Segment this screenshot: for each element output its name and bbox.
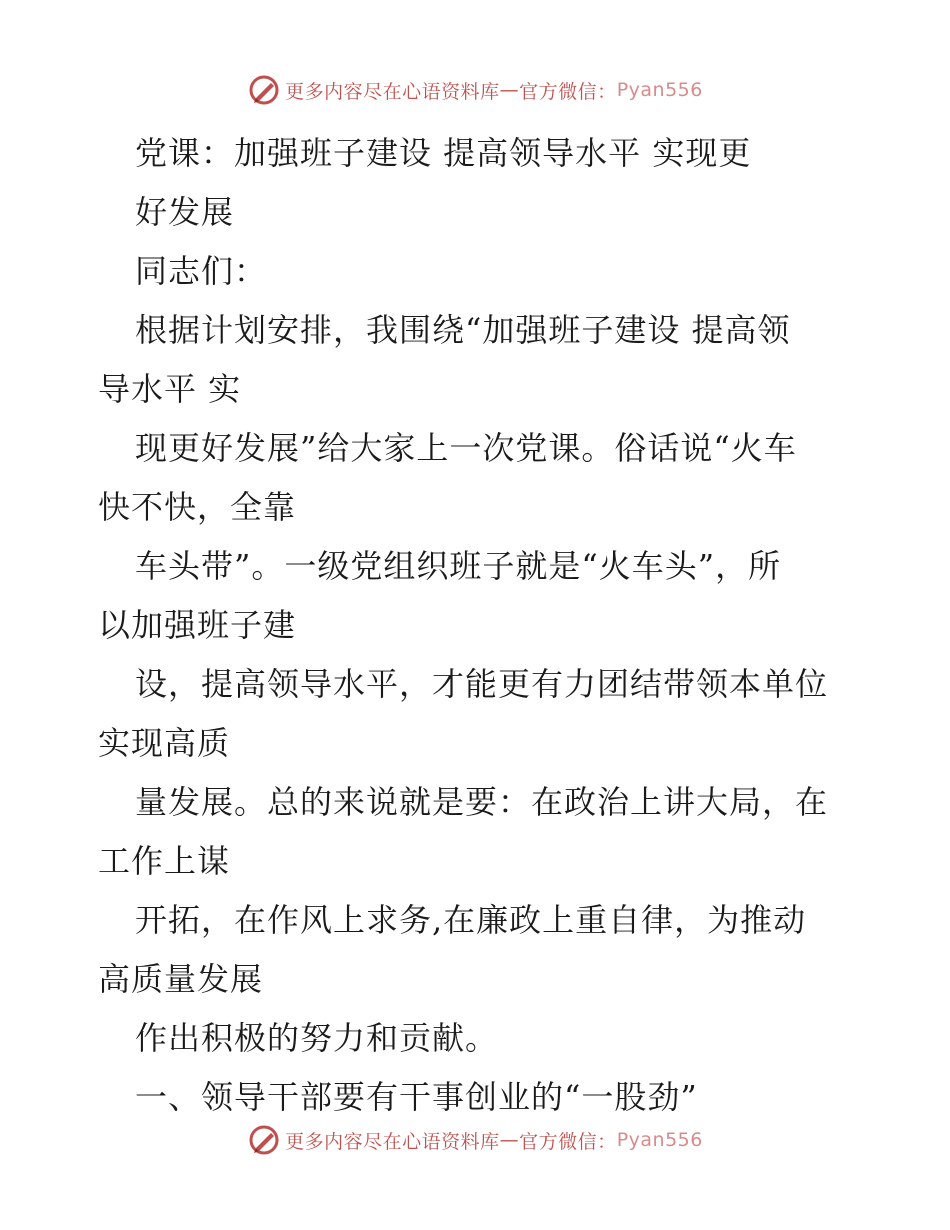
document-body — [98, 124, 858, 1127]
text-line: 高质量发展 — [98, 960, 264, 998]
text-line: 开拓，在作风上求务,在廉政上重自律，为推动 — [135, 901, 807, 939]
text-line: 量发展。总的来说就是要：在政治上讲大局，在 — [135, 783, 829, 821]
pen-logo-icon — [247, 73, 281, 107]
text-line: 车头带”。一级党组织班子就是“火车头”，所 — [135, 547, 782, 585]
text-line: 以加强班子建 — [98, 606, 297, 644]
text-line: 现更好发展”给大家上一次党课。俗话说“火车 — [135, 429, 797, 467]
footer-watermark — [0, 1120, 950, 1160]
text-line: 实现高质 — [98, 724, 231, 762]
text-line: 一、领导干部要有干事创业的“一股劲” — [135, 1078, 698, 1116]
header-watermark — [0, 70, 950, 110]
text-line: 根据计划安排，我围绕“加强班子建设 提高领 — [135, 311, 791, 349]
watermark-wechat-id: Pyan556 — [616, 1129, 703, 1151]
text-line: 党课：加强班子建设 提高领导水平 实现更 — [135, 134, 752, 172]
text-line: 快不快，全靠 — [98, 488, 297, 526]
text-line: 导水平 实 — [98, 370, 242, 408]
watermark-wechat-label: 官方微信： — [519, 1130, 617, 1153]
watermark-wechat-label: 官方微信： — [519, 80, 617, 103]
text-line: 工作上谋 — [98, 842, 231, 880]
text-line: 好发展 — [135, 193, 235, 231]
text-line: 同志们： — [135, 252, 268, 290]
watermark-brand: 更多内容尽在心语资料库 — [285, 1130, 500, 1153]
pen-logo-icon — [247, 1123, 281, 1157]
text-line: 作出积极的努力和贡献。 — [135, 1019, 499, 1057]
watermark-dash: — — [499, 1129, 520, 1151]
text-line: 设，提高领导水平，才能更有力团结带领本单位 — [135, 665, 829, 703]
watermark-dash: — — [499, 79, 520, 101]
watermark-wechat-id: Pyan556 — [616, 79, 703, 101]
watermark-brand: 更多内容尽在心语资料库 — [285, 80, 500, 103]
